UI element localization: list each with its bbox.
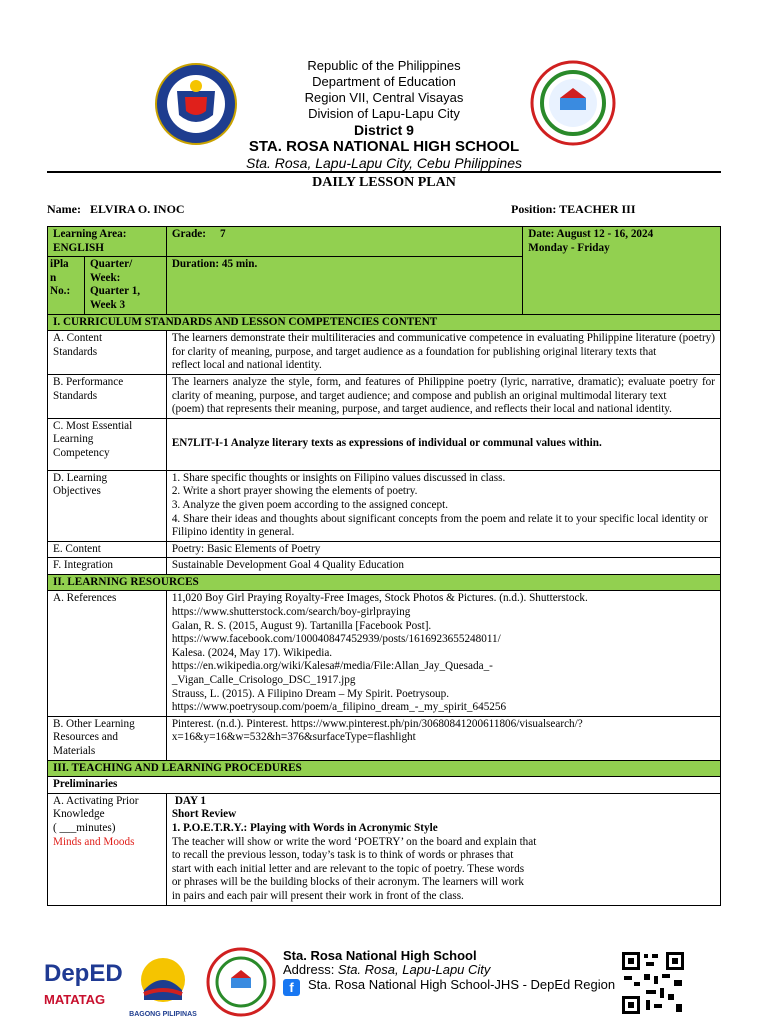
section-teaching-procedures: III. TEACHING AND LEARNING PROCEDURES — [48, 760, 721, 777]
region-line: Region VII, Central Visayas — [304, 90, 464, 105]
objective-item: 3. Analyze the given poem according to the assigned concept. — [171, 498, 449, 511]
date-cell: Date: August 12 - 16, 2024 Monday - Friday — [523, 227, 721, 315]
activating-prior-knowledge-label: A. Activating Prior Knowledge ( ___minutes) Minds and Moods — [48, 793, 167, 905]
melc-text: EN7LIT-I-1 Analyze literary texts as expressions of individual or communal values within. — [166, 418, 720, 470]
performance-standards-label: B. Performance Standards — [48, 374, 167, 418]
other-resources-text: Pinterest. (n.d.). Pinterest. https://www.pinterest.ph/pin/30680841200611806/visualsearch/? x=16&y=16&w=532&h=376&surfaceType=flashlight — [166, 716, 720, 760]
content-label: E. Content — [48, 541, 167, 558]
facebook-icon: f — [283, 979, 300, 996]
objective-item: 1. Share specific thoughts or insights on Filipino values discussed in class. — [171, 471, 506, 484]
performance-standards-text: The learners analyze the style, form, and features of Philippine poetry (lyric, narrative, dramatic); evaluate poetry for clarity of meaning, purpose, and target audience; and compose and publish an original multimodal literary text (poem) that represents their meaning, purpose, and target audience, and reflects their local and national identity. — [166, 374, 720, 418]
activity-title: 1. P.O.E.T.R.Y.: Playing with Words in Acronymic Style — [171, 821, 438, 834]
school-name: STA. ROSA NATIONAL HIGH SCHOOL — [248, 138, 520, 155]
activity-text: DAY 1 Short Review 1. P.O.E.T.R.Y.: Playing with Words in Acronymic Style The teacher will show or write the word ‘POETRY’ on the board and explain that to recall the previous lesson, today’s task is to think of words or phrases that start with each initial letter and are relevant to the topic of poetry. These words or phrases will be the building blocks of their acronym. The learners will work in pairs and each pair will present their work in front of the class. — [166, 793, 720, 905]
district-line: District 9 — [354, 122, 414, 138]
position-value: TEACHER III — [559, 202, 636, 216]
position-label: Position: — [511, 202, 557, 216]
iplan-cell: iPla n No.: — [48, 257, 85, 314]
references-label: A. References — [48, 591, 167, 716]
school-address: Sta. Rosa, Lapu-Lapu City, Cebu Philippines — [245, 155, 522, 171]
short-review-label: Short Review — [171, 808, 237, 821]
deped-line: Department of Education — [312, 74, 456, 89]
deped-footer-logo: DepED MATATAG — [44, 960, 123, 1007]
day-label: DAY 1 — [174, 794, 207, 807]
document-title: DAILY LESSON PLAN — [312, 175, 456, 190]
footer — [0, 940, 768, 1024]
bagong-pilipinas-logo — [128, 950, 198, 1020]
name-label: Name: — [47, 202, 81, 216]
footer-address: Address: Sta. Rosa, Lapu-Lapu City — [283, 962, 491, 977]
other-resources-label: B. Other Learning Resources and Materials — [48, 716, 167, 760]
quarter-week-cell: Quarter/ Week: Quarter 1, Week 3 — [84, 257, 166, 314]
header-divider — [47, 171, 721, 173]
learning-area-cell: Learning Area: ENGLISH — [48, 227, 167, 257]
school-footer-seal — [206, 942, 276, 1022]
section-curriculum-standards: I. CURRICULUM STANDARDS AND LESSON COMPETENCIES CONTENT — [48, 314, 721, 331]
footer-facebook-link[interactable]: f Sta. Rosa National High School-JHS - DepEd Region — [283, 977, 623, 996]
minds-and-moods: Minds and Moods — [53, 835, 135, 848]
division-line: Division of Lapu-Lapu City — [308, 106, 460, 121]
section-learning-resources: II. LEARNING RESOURCES — [48, 574, 721, 591]
content-text: Poetry: Basic Elements of Poetry — [166, 541, 720, 558]
content-standards-text: The learners demonstrate their multiliteracies and communicative competence in evaluating Philippine literature (poetry) for clarity of meaning, purpose, and target audience as a foundation for publishing original literary texts that reflect local and national identity. — [166, 331, 720, 375]
references-list: 11,020 Boy Girl Praying Royalty-Free Images, Stock Photos & Pictures. (n.d.). Shutterstock. https://www.shutterstock.com/search/boy-girlpraying Galan, R. S. (2015, August 9). Tartanilla [Facebook Post]. https://www.facebook.com/100040847452939/posts/1616923655248011/ Kalesa. (2024, May 17). Wikipedia. https://en.wikipedia.org/wiki/Kalesa#/media/File:Allan_Jay_Quesada_- _Vigan_Calle_Crisologo_DSC_1917.jpg Strauss, L. (2015). A Filipino Dream – My Spirit. Poetrysoup. https://www.poetrysoup.com/poem/a_filipino_dream_-_my_spirit_645256 — [166, 591, 720, 716]
grade-cell: Grade: 7 — [166, 227, 522, 257]
qr-code-icon — [620, 950, 686, 1016]
objective-item: 2. Write a short prayer showing the elements of poetry. — [171, 485, 418, 498]
preliminaries-label: Preliminaries — [48, 777, 721, 794]
footer-school-name: Sta. Rosa National High School — [283, 948, 477, 963]
melc-label: C. Most Essential Learning Competency — [48, 418, 167, 470]
duration-cell: Duration: 45 min. — [166, 257, 522, 314]
lesson-plan-table — [47, 226, 721, 906]
republic-line: Republic of the Philippines — [307, 58, 461, 73]
svg-text:BAGONG PILIPINAS: BAGONG PILIPINAS — [129, 1011, 197, 1018]
name-row — [47, 202, 185, 217]
letterhead — [0, 58, 768, 172]
integration-text: Sustainable Development Goal 4 Quality Education — [166, 558, 720, 575]
objectives-list — [166, 470, 720, 541]
content-standards-label: A. Content Standards — [48, 331, 167, 375]
name-value: ELVIRA O. INOC — [89, 202, 185, 216]
integration-label: F. Integration — [48, 558, 167, 575]
position-row — [511, 202, 636, 217]
objectives-label: D. Learning Objectives — [48, 470, 167, 541]
objective-item: 4. Share their ideas and thoughts about significant concepts from the poem and relate it to your specific local identity or Filipino identity in general. — [171, 512, 708, 539]
